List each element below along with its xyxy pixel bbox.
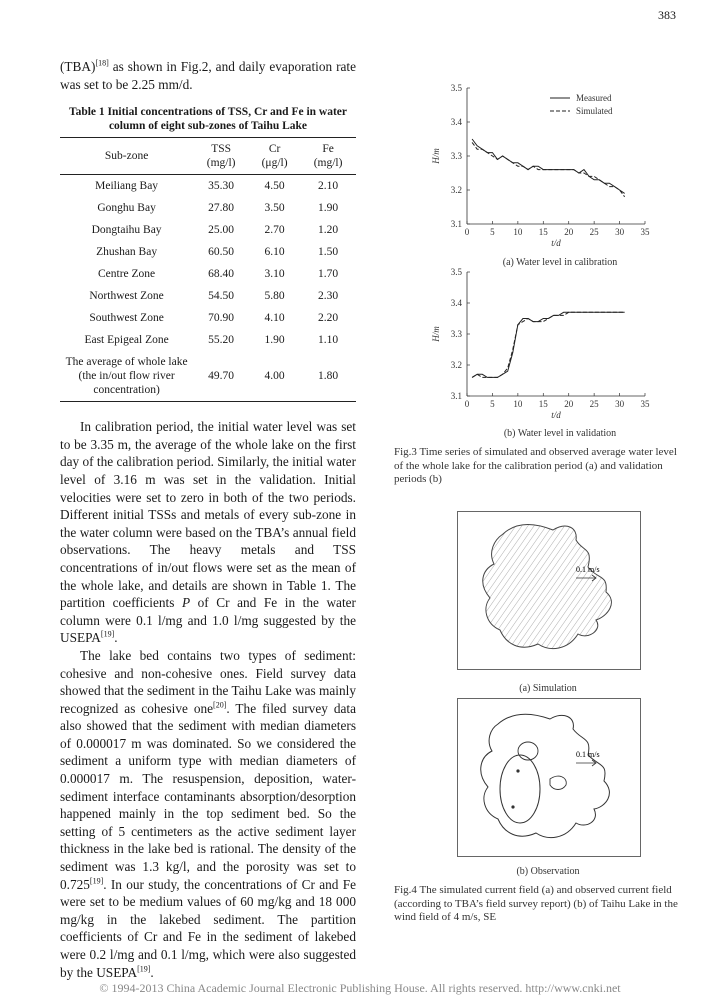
value-cell: 1.90 [318,202,339,215]
x-tick-label: 5 [490,227,495,237]
header-unit: (mg/l) [313,157,343,170]
header-unit: (mg/l) [206,157,236,170]
lake-outline-observed [481,714,610,837]
value-cell: 2.70 [264,224,285,237]
simulation-map-frame [457,511,641,670]
citation: [19] [100,629,115,639]
series-line-simulated [472,312,625,377]
table-header-row [60,138,356,175]
value-cell: 3.10 [264,268,285,281]
x-tick-label: 35 [640,227,650,237]
subzone-cell: Dongtaihu Bay [91,224,162,237]
x-axis-label: t/d [551,238,561,248]
partition-coefficient-symbol: P [181,595,191,611]
header-name: Fe [322,143,334,156]
observation-point [511,805,514,808]
y-tick-label: 3.4 [450,117,462,127]
observation-point [516,769,519,772]
x-tick-label: 15 [538,227,548,237]
series-line-measured [472,139,625,193]
table-header-cell [193,138,249,175]
value-cell: 4.00 [264,370,285,383]
subzone-cell: Southwest Zone [89,312,164,325]
value-cell: 4.10 [264,312,285,325]
value-cell: 1.10 [318,334,339,347]
x-tick-label: 10 [513,227,523,237]
footer-copyright: © 1994-2013 China Academic Journal Electronic Publishing House. All rights reserved. http://www.cnki.net [99,981,621,995]
paragraph-sediment [60,647,356,981]
para1-text: In calibration period, the initial water level was set to be 3.35 m, the average of the whole lake on the first day of the calibration period. Similarly, the initial water level of 3.16 m was set in the validation. Initial velocities were set to zero in both of the two periods. Different initial TSSs and metals of every sub-zone in the water column were based on the TBA’s annual field observations. The heavy metals and TSS concentrations of in/out flows were set as the mean of the whole lake, and details are shown in Table 1. The partition coefficients [60,419,357,611]
gyre-west [500,755,540,823]
paragraph-initial-conditions: In calibration period, the initial water level was set to be 3.35 m, the average of the whole lake on the first day of the calibration period. Similarly, the initial water level of 3.16 m was set in the validation. Initial velocities were set to zero in both of the two periods. Different initial TSSs and metals of every sub-zone in the water column were based on the TBA’s annual field observations. The heavy metals and TSS concentrations of in/out flows were set as the mean of the whole lake, and details are shown in Table 1. The partition coefficients P of Cr and Fe in the water column were 0.1 l/mg and 1.0 l/mg suggested by the USEPA[19]. [60,419,357,646]
subzone-cell: East Epigeal Zone [84,334,169,347]
table-row [60,263,356,285]
table-header-cell [249,138,300,175]
y-tick-label: 3.5 [450,267,462,277]
legend-label: Simulated [576,106,613,116]
value-cell: 68.40 [208,268,235,281]
y-tick-label: 3.1 [450,391,462,401]
table-body [60,175,356,402]
x-tick-label: 25 [589,227,599,237]
table-row [60,241,356,263]
value-cell: 1.20 [318,224,339,237]
citation: [19] [89,876,104,886]
para2-text-b: . The filed survey data also showed that the sediment with median diameters of 0.000017 m was dominated. So we considered the sediment a uniform type with median diameters of 0.000017 m. The resuspension, deposition, water-sediment interface contaminants absorption/desorption happened mainly in the top sediment bed. So the setting of 5 centimeters as the active sediment layer thickness in the lake bed is rational. The density of the sediment was 1.3 kg/l, and the porosity was set to 0.725 [60,700,356,892]
table-row [60,351,356,402]
fig3-caption: Fig.3 Time series of simulated and observed average water level of the whole lake for the calibration period (a) and validation periods (b) [394,446,677,485]
chart-validation-caption: (b) Water level in validation [503,428,617,439]
y-axis-label: H/m [431,148,441,164]
table-caption-line-1: Table 1 Initial concentrations of TSS, Cr and Fe in water [68,106,348,119]
subzone-cell: Centre Zone [98,268,156,281]
velocity-scale-label: 0.1 m/s [576,565,600,574]
x-tick-label: 30 [615,227,625,237]
simulation-caption: (a) Simulation [519,683,577,694]
chart-validation [415,262,665,428]
para1-text-end: of Cr and Fe in the water column were 0.1 l/mg and 1.0 l/mg suggested by the USEPA [60,595,356,646]
x-tick-label: 20 [564,399,574,409]
header-name: Cr [268,143,281,156]
table-row [60,307,356,329]
value-cell: 35.30 [208,180,235,193]
y-tick-label: 3.1 [450,219,462,229]
intro-text-end: as shown in Fig.2, and daily evaporation rate was set to be 2.25 mm/d. [60,59,356,92]
table-row [60,197,356,219]
simulation-current-map [458,512,640,669]
x-axis-label: t/d [551,410,561,420]
x-tick-label: 0 [464,399,470,409]
observation-current-map [458,699,640,856]
y-axis-label: H/m [431,326,441,342]
value-cell: 5.80 [264,290,285,303]
left-column [60,58,356,981]
value-cell: 49.70 [208,370,235,383]
velocity-scale-label: 0.1 m/s [576,750,600,759]
header-name: Sub-zone [104,150,149,163]
table-row [60,175,356,198]
table-header-cell [60,138,193,175]
subzone-cell: Zhushan Bay [96,246,158,259]
intro-paragraph [60,58,356,93]
value-cell: 25.00 [208,224,235,237]
table-caption-line-2: column of eight sub-zones of Taihu Lake [108,120,308,133]
para2-text-a: The lake bed contains two types of sediment: cohesive and non-cohesive ones. Field survey data showed that the sediment in the Taihu Lake was mainly recognized as cohesive one [60,647,356,716]
page-number: 383 [658,8,676,22]
x-tick-label: 10 [513,399,523,409]
legend-label: Measured [576,93,612,103]
value-cell: 54.50 [208,290,235,303]
citation: [18] [95,58,109,68]
x-tick-label: 35 [640,399,650,409]
table-row [60,329,356,351]
citation: [20] [213,700,227,710]
y-tick-label: 3.3 [450,151,462,161]
value-cell: 1.80 [318,370,339,383]
table-header-cell [300,138,356,175]
subzone-cell: Northwest Zone [89,290,164,303]
observation-map-frame [457,698,641,857]
concentration-table [60,137,356,402]
value-cell: 6.10 [264,246,285,259]
y-tick-label: 3.2 [450,360,462,370]
series-line-simulated [472,142,625,196]
value-cell: 27.80 [208,202,235,215]
value-cell: 2.30 [318,290,339,303]
subzone-cell: Meiliang Bay [95,180,159,193]
fig4-caption: Fig.4 The simulated current field (a) and observed current field (according to TBA’s field survey report) (b) of Taihu Lake in the wind field of 4 m/s, SE [394,884,678,923]
value-cell: 2.10 [318,180,339,193]
table-caption [60,105,356,133]
table-row [60,285,356,307]
header-name: TSS [211,143,232,156]
observation-caption: (b) Observation [516,866,580,877]
value-cell: 70.90 [208,312,235,325]
para2-text-c: . In our study, the concentrations of Cr and Fe were set to be medium values of 60 mg/kg and 18 000 mg/kg in the lakebed sediment. The partition coefficients of Cr and Fe in the sediment of lakebed were 0.2 l/mg and 0.1 l/mg, which were also suggested by the USEPA [60,876,356,980]
chart-calibration-svg [415,78,665,256]
chart-validation-svg [415,262,665,428]
value-cell: 60.50 [208,246,235,259]
value-cell: 55.20 [208,334,235,347]
lake-outline-simulated [483,525,612,649]
value-cell: 1.90 [264,334,285,347]
y-tick-label: 3.5 [450,83,462,93]
citation: [19] [137,964,151,974]
x-tick-label: 25 [589,399,599,409]
x-tick-label: 15 [538,399,548,409]
x-tick-label: 5 [490,399,495,409]
subzone-cell: The average of whole lake (the in/out flow river concentration) [65,356,188,397]
y-tick-label: 3.2 [450,185,462,195]
value-cell: 3.50 [264,202,285,215]
value-cell: 2.20 [318,312,339,325]
value-cell: 4.50 [264,180,285,193]
y-tick-label: 3.3 [450,329,462,339]
header-unit: (μg/l) [261,157,288,170]
series-line-measured [472,312,625,377]
gyre-center [550,776,566,789]
para2-end: . [150,964,154,980]
intro-text-start: (TBA) [60,59,96,74]
value-cell: 1.50 [318,246,339,259]
y-tick-label: 3.4 [450,298,462,308]
x-tick-label: 0 [464,227,470,237]
table-row [60,219,356,241]
x-tick-label: 30 [615,399,625,409]
chart-calibration [415,78,665,256]
subzone-cell: Gonghu Bay [97,202,156,215]
x-tick-label: 20 [564,227,574,237]
chart-calibration-caption: (a) Water level in calibration [502,257,618,268]
value-cell: 1.70 [318,268,339,281]
